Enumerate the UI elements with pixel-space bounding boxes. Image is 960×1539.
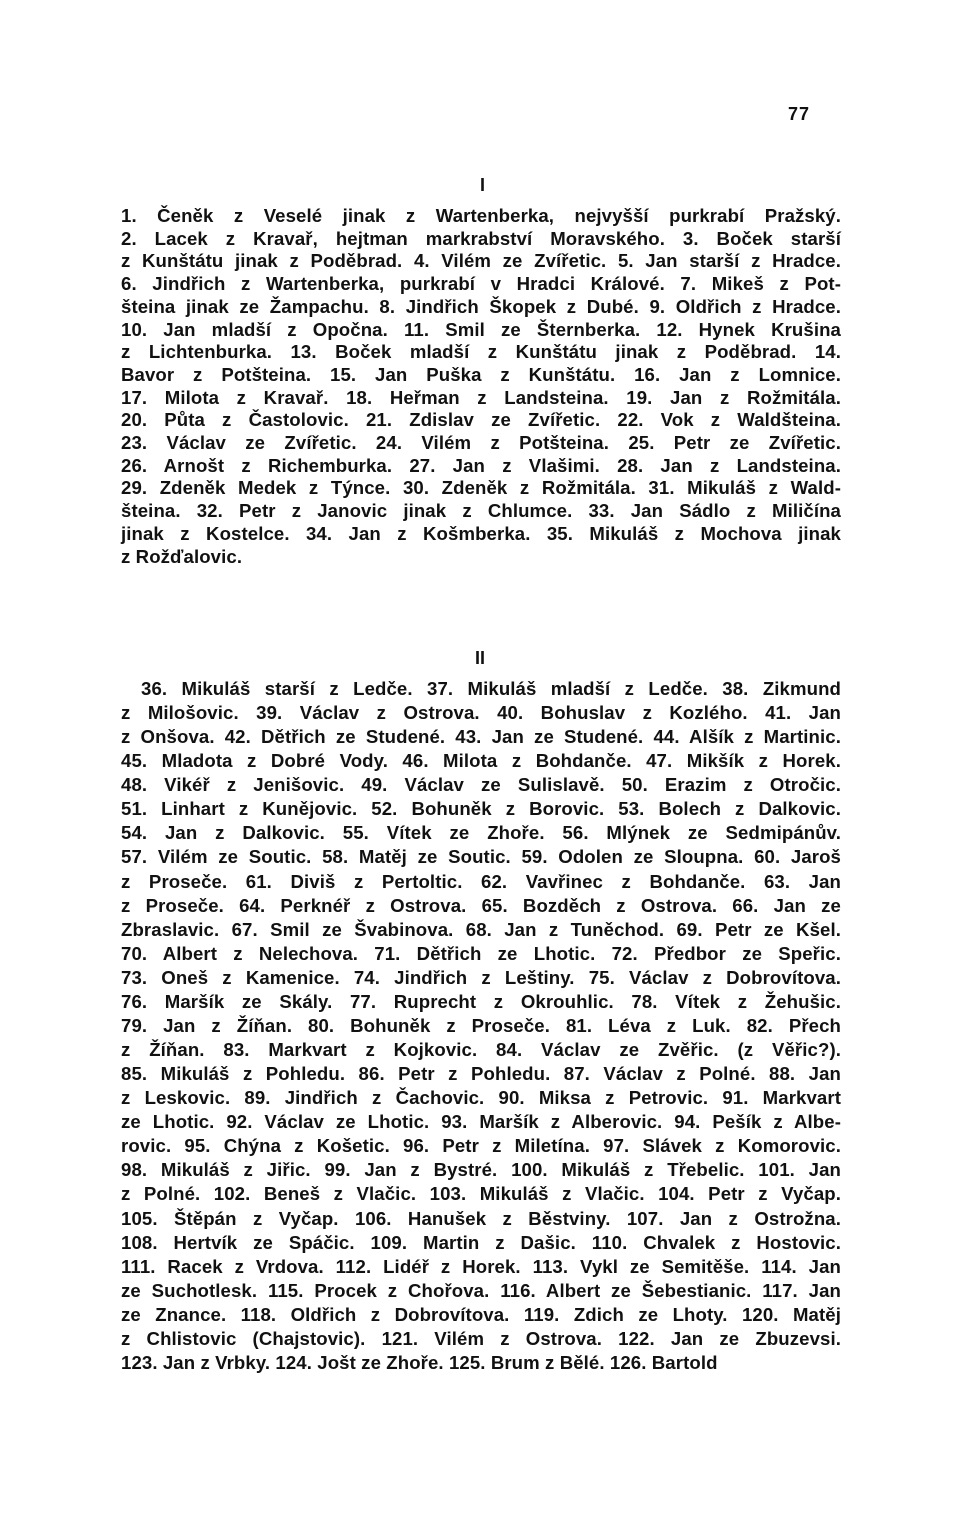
text-line: Bavor z Potšteina. 15. Jan Puška z Kunštátu. 16. Jan z Lomnice.: [121, 363, 841, 385]
text-line: 36. Mikuláš starší z Ledče. 37. Mikuláš mladší z Ledče. 38. Zikmund: [141, 678, 841, 699]
text-line: 2. Lacek z Kravař, hejtman markrabství Moravského. 3. Boček starší: [121, 227, 841, 249]
text-line: 57. Vilém ze Soutic. 58. Matěj ze Soutic. 59. Odolen ze Sloupna. 60. Jaroš: [121, 846, 841, 868]
text-line: 23. Václav ze Zvířetic. 24. Vilém z Potšteina. 25. Petr ze Zvířetic.: [121, 432, 841, 453]
text-line: ze Znance. 118. Oldřich z Dobrovítova. 119. Zdich ze Lhoty. 120. Matěj: [121, 1303, 841, 1325]
text-line: 45. Mladota z Dobré Vody. 46. Milota z Bohdanče. 47. Mikšík z Horek.: [121, 750, 841, 772]
text-line: 54. Jan z Dalkovic. 55. Vítek ze Zhoře. 56. Mlýnek ze Sedmipánův.: [121, 822, 841, 844]
text-line: 48. Vikéř z Jenišovic. 49. Václav ze Sulislavě. 50. Erazim z Otročic.: [121, 774, 841, 796]
text-line: z Leskovic. 89. Jindřich z Čachovic. 90. Miksa z Petrovic. 91. Markvart: [121, 1087, 841, 1109]
section-1-numeral: I: [480, 175, 486, 195]
text-line: z Onšova. 42. Dětřich ze Studené. 43. Jan ze Studené. 44. Alšík z Martinic.: [121, 726, 841, 748]
text-line: 70. Albert z Nelechova. 71. Dětřich ze Lhotic. 72. Předbor ze Speřic.: [121, 942, 841, 964]
text-line: 20. Půta z Častolovic. 21. Zdislav ze Zvířetic. 22. Vok z Waldšteina.: [121, 409, 841, 431]
text-line: z Rožďalovic.: [121, 545, 243, 567]
text-line: z Milošovic. 39. Václav z Ostrova. 40. Bohuslav z Kozlého. 41. Jan: [121, 702, 841, 724]
text-line: z Žíňan. 83. Markvart z Kojkovic. 84. Václav ze Zvěřic. (z Věřic?).: [121, 1039, 841, 1061]
section-2-numeral: II: [474, 648, 485, 668]
text-line: 29. Zdeněk Medek z Týnce. 30. Zdeněk z Rožmitála. 31. Mikuláš z Wald-: [121, 477, 841, 499]
text-line: z Polné. 102. Beneš z Vlačic. 103. Mikuláš z Vlačic. 104. Petr z Vyčap.: [121, 1183, 841, 1205]
text-line: šteina jinak ze Žampachu. 8. Jindřich Škopek z Dubé. 9. Oldřich z Hradce.: [121, 295, 841, 317]
text-line: z Chlistovic (Chajstovic). 121. Vilém z Ostrova. 122. Jan ze Zbuzevsi.: [121, 1327, 841, 1349]
text-line: z Proseče. 64. Perknéř z Ostrova. 65. Bozděch z Ostrova. 66. Jan ze: [121, 894, 841, 916]
text-line: 98. Mikuláš z Jiřic. 99. Jan z Bystré. 100. Mikuláš z Třebelic. 101. Jan: [121, 1159, 841, 1181]
text-line: šteina. 32. Petr z Janovic jinak z Chlumce. 33. Jan Sádlo z Miličína: [121, 500, 841, 522]
text-line: Zbraslavic. 67. Smil ze Švabinova. 68. Jan z Tuněchod. 69. Petr ze Kšel.: [121, 918, 841, 940]
text-line: 6. Jindřich z Wartenberka, purkrabí v Hradci Králové. 7. Mikeš z Pot-: [121, 273, 841, 295]
text-line: 51. Linhart z Kunějovic. 52. Bohuněk z Borovic. 53. Bolech z Dalkovic.: [121, 798, 841, 820]
text-line: 10. Jan mladší z Opočna. 11. Smil ze Šternberka. 12. Hynek Krušina: [121, 318, 841, 340]
text-line: 105. Štěpán z Vyčap. 106. Hanušek z Běstviny. 107. Jan z Ostrožna.: [121, 1207, 841, 1229]
text-line: 79. Jan z Žíňan. 80. Bohuněk z Proseče. 81. Léva z Luk. 82. Přech: [121, 1014, 841, 1036]
text-line: 76. Maršík ze Skály. 77. Ruprecht z Okrouhlic. 78. Vítek z Žehušic.: [121, 990, 841, 1012]
text-line: z Kunštátu jinak z Poděbrad. 4. Vilém ze Zvířetic. 5. Jan starší z Hradce.: [121, 250, 841, 272]
text-line: z Proseče. 61. Diviš z Pertoltic. 62. Vavřinec z Bohdanče. 63. Jan: [121, 870, 841, 892]
text-line: 26. Arnošt z Richemburka. 27. Jan z Vlašimi. 28. Jan z Landsteina.: [121, 454, 841, 476]
text-line: ze Suchotlesk. 115. Procek z Chořova. 116. Albert ze Šebestianic. 117. Jan: [121, 1279, 841, 1301]
text-line: ze Lhotic. 92. Václav ze Lhotic. 93. Maršík z Alberovic. 94. Pešík z Albe-: [121, 1111, 841, 1133]
text-line: 17. Milota z Kravař. 18. Heřman z Landsteina. 19. Jan z Rožmitála.: [121, 386, 841, 408]
text-line: jinak z Kostelce. 34. Jan z Košmberka. 35. Mikuláš z Mochova jinak: [121, 522, 841, 544]
page-number: 77: [787, 104, 810, 124]
text-line: 123. Jan z Vrbky. 124. Jošt ze Zhoře. 125. Brum z Bělé. 126. Bartold: [121, 1351, 718, 1373]
text-line: rovic. 95. Chýna z Košetic. 96. Petr z Miletína. 97. Slávek z Komorovic.: [121, 1135, 841, 1157]
text-line: 85. Mikuláš z Pohledu. 86. Petr z Pohledu. 87. Václav z Polné. 88. Jan: [121, 1063, 841, 1085]
text-line: 108. Hertvík ze Spáčic. 109. Martin z Dašic. 110. Chvalek z Hostovic.: [121, 1231, 841, 1253]
text-line: 73. Oneš z Kamenice. 74. Jindřich z Leštiny. 75. Václav z Dobrovítova.: [121, 966, 841, 988]
text-line: 1. Čeněk z Veselé jinak z Wartenberka, nejvyšší purkrabí Pražský.: [121, 205, 841, 226]
text-line: z Lichtenburka. 13. Boček mladší z Kunštátu jinak z Poděbrad. 14.: [121, 341, 841, 363]
text-line: 111. Racek z Vrdova. 112. Lidéř z Horek. 113. Vykl ze Semitěše. 114. Jan: [121, 1255, 841, 1277]
